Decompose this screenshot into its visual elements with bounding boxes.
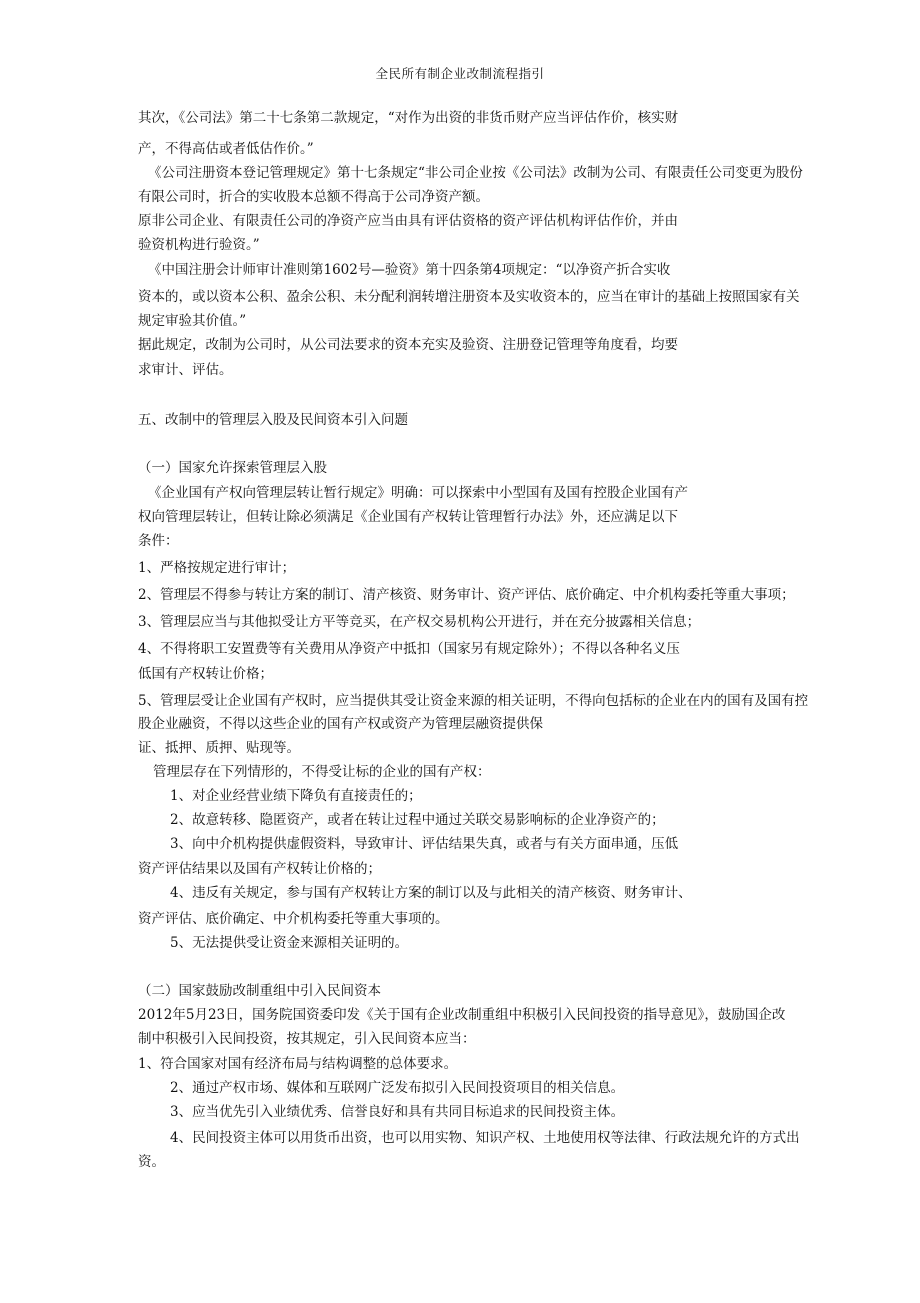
paragraph-line: 资产评估、底价确定、中介机构委托等重大事项的。 xyxy=(138,911,449,927)
paragraph-line: 其次，《公司法》第二十七条第二款规定，“对作为出资的非货币财产应当评估作价，核实财 xyxy=(138,110,679,126)
list-item: 3、管理层应当与其他拟受让方平等竞买，在产权交易机构公开进行，并在充分披露相关信息； xyxy=(138,614,701,630)
list-item: 2、通过产权市场、媒体和互联网广泛发布拟引入民间投资项目的相关信息。 xyxy=(170,1080,625,1096)
paragraph-line: 有限公司时，折合的实收股本总额不得高于公司净资产额。 xyxy=(138,189,489,205)
list-item: 1、对企业经营业绩下降负有直接责任的； xyxy=(170,788,422,804)
list-item: 2、管理层不得参与转让方案的制订、清产核资、财务审计、资产评估、底价确定、中介机构委托等重大事项； xyxy=(138,587,795,603)
paragraph-line: 管理层存在下列情形的，不得受让标的企业的国有产权： xyxy=(153,764,491,780)
paragraph-line: 股企业融资，不得以这些企业的国有产权或资产为管理层融资提供保 xyxy=(138,716,543,732)
list-item: 1、严格按规定进行审计； xyxy=(138,560,296,576)
section-heading: 五、改制中的管理层入股及民间资本引入问题 xyxy=(138,412,408,428)
paragraph-line: 《中国注册会计师审计准则第1602号—验资》第十四条第4项规定：“以净资产折合实收 xyxy=(148,262,671,278)
page-header: 全民所有制企业改制流程指引 xyxy=(375,66,545,81)
list-item: 5、无法提供受让资金来源相关证明的。 xyxy=(170,935,409,951)
paragraph-line: 资本的，或以资本公积、盈余公积、未分配利润转增注册资本及实收资本的，应当在审计的基础上按照国家有关 xyxy=(138,289,800,305)
list-item: 2、故意转移、隐匿资产，或者在转让过程中通过关联交易影响标的企业净资产的； xyxy=(170,812,665,828)
paragraph-line: 《企业国有产权向管理层转让暂行规定》明确：可以探索中小型国有及国有控股企业国有产 xyxy=(148,485,688,501)
list-item: 5、管理层受让企业国有产权时，应当提供其受让资金来源的相关证明，不得向包括标的企业在内的国有及国有控 xyxy=(138,693,809,709)
paragraph-line: 产，不得高估或者低估作价。” xyxy=(138,141,314,157)
list-item: 4、民间投资主体可以用货币出资，也可以用实物、知识产权、土地使用权等法律、行政法规允许的方式出 xyxy=(170,1130,800,1146)
paragraph-line: 权向管理层转让，但转让除必须满足《企业国有产权转让管理暂行办法》外，还应满足以下 xyxy=(138,509,678,525)
subsection-heading: （二）国家鼓励改制重组中引入民间资本 xyxy=(138,983,381,999)
subsection-heading: （一）国家允许探索管理层入股 xyxy=(138,460,327,476)
list-item: 3、应当优先引入业绩优秀、信誉良好和具有共同目标追求的民间投资主体。 xyxy=(170,1104,625,1120)
paragraph-line: 验资机构进行验资。” xyxy=(138,237,260,253)
paragraph-line: 2012年5月23日，国务院国资委印发《关于国有企业改制重组中积极引入民间投资的指导意见》，鼓励国企改 xyxy=(138,1007,786,1023)
list-item: 4、不得将职工安置费等有关费用从净资产中抵扣（国家另有规定除外）；不得以各种名义压 xyxy=(138,641,680,657)
paragraph-line: 证、抵押、质押、贴现等。 xyxy=(138,740,300,756)
paragraph-line: 规定审验其价值。” xyxy=(138,313,247,329)
paragraph-line: 资产评估结果以及国有产权转让价格的； xyxy=(138,861,381,877)
list-item: 3、向中介机构提供虚假资料，导致审计、评估结果失真，或者与有关方面串通，压低 xyxy=(170,836,679,852)
paragraph-line: 资。 xyxy=(138,1154,165,1170)
paragraph-line: 原非公司企业、有限责任公司的净资产应当由具有评估资格的资产评估机构评估作价，并由 xyxy=(138,213,678,229)
list-item: 1、符合国家对国有经济布局与结构调整的总体要求。 xyxy=(138,1056,458,1072)
paragraph-line: 求审计、评估。 xyxy=(138,362,233,378)
paragraph-line: 制中积极引入民间投资，按其规定，引入民间资本应当： xyxy=(138,1031,476,1047)
paragraph-line: 据此规定，改制为公司时，从公司法要求的资本充实及验资、注册登记管理等角度看，均要 xyxy=(138,337,678,353)
paragraph-line: 《公司注册资本登记管理规定》第十七条规定“非公司企业按《公司法》改制为公司、有限责任公司变更为股份 xyxy=(148,165,803,181)
paragraph-line: 低国有产权转让价格； xyxy=(138,666,273,682)
list-item: 4、违反有关规定，参与国有产权转让方案的制订以及与此相关的清产核资、财务审计、 xyxy=(170,885,692,901)
paragraph-line: 条件： xyxy=(138,533,179,549)
